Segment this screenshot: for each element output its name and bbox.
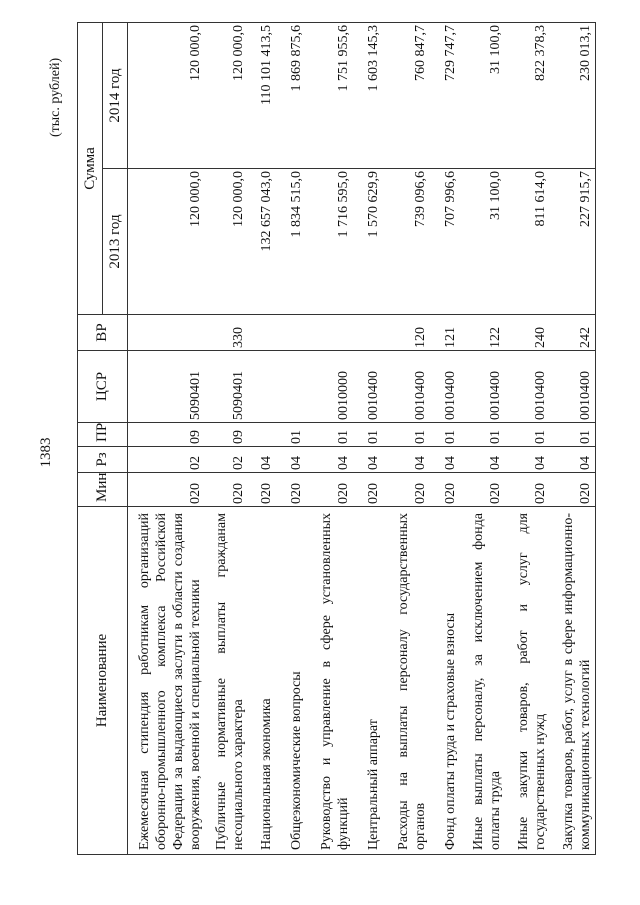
cell-y2013: 811 614,0: [505, 169, 550, 315]
cell-min: 020: [128, 473, 206, 507]
cell-y2014: 230 013,1: [550, 22, 596, 168]
cell-vr: 121: [430, 315, 460, 351]
header-sum: Сумма: [78, 22, 103, 314]
cell-vr: [306, 315, 353, 351]
cell-y2013: 1 570 629,9: [353, 169, 383, 315]
table-row: [505, 22, 550, 854]
cell-name: Ежемесячная стипендия работникам организаций оборонно-промышленного комплекса Российской Федерации за выдающиеся заслуги в области создания вооружения, военной и специальной техники: [128, 507, 206, 855]
cell-min: 020: [205, 473, 248, 507]
cell-rz: 04: [430, 447, 460, 473]
cell-pr: 01: [306, 423, 353, 447]
cell-min: 020: [306, 473, 353, 507]
cell-rz: 02: [205, 447, 248, 473]
cell-name: Публичные нормативные выплаты гражданам несоциального характера: [205, 507, 248, 855]
table-row: [306, 22, 353, 854]
cell-y2014: 1 603 145,3: [353, 22, 383, 168]
cell-vr: [276, 315, 306, 351]
cell-csr: 0010400: [383, 351, 430, 423]
cell-name: Фонд оплаты труда и страховые взносы: [430, 507, 460, 855]
cell-vr: 122: [460, 315, 505, 351]
cell-csr: [248, 351, 276, 423]
cell-y2013: 31 100,0: [460, 169, 505, 315]
cell-vr: 330: [205, 315, 248, 351]
cell-y2013: 120 000,0: [128, 169, 206, 315]
table-body: [128, 22, 596, 854]
cell-csr: 5090401: [128, 351, 206, 423]
cell-name: Закупка товаров, работ, услуг в сфере информационно-коммуникационных технологий: [550, 507, 596, 855]
cell-vr: 242: [550, 315, 596, 351]
header-rz: Рз: [78, 447, 128, 473]
table-row: [353, 22, 383, 854]
cell-rz: 04: [460, 447, 505, 473]
cell-csr: 0010000: [306, 351, 353, 423]
cell-vr: [353, 315, 383, 351]
cell-vr: [248, 315, 276, 351]
cell-name: Общеэкономические вопросы: [276, 507, 306, 855]
cell-csr: [276, 351, 306, 423]
header-min: Мин: [78, 473, 128, 507]
cell-name: Национальная экономика: [248, 507, 276, 855]
cell-min: 020: [550, 473, 596, 507]
cell-csr: 0010400: [505, 351, 550, 423]
cell-pr: 09: [205, 423, 248, 447]
cell-y2014: 120 000,0: [205, 22, 248, 168]
cell-pr: 09: [128, 423, 206, 447]
cell-y2013: 1 716 595,0: [306, 169, 353, 315]
cell-pr: 01: [353, 423, 383, 447]
header-2014: 2014 год: [103, 22, 128, 168]
cell-vr: [128, 315, 206, 351]
cell-rz: 04: [353, 447, 383, 473]
cell-rz: 04: [550, 447, 596, 473]
table-row: [430, 22, 460, 854]
cell-rz: 04: [248, 447, 276, 473]
header-pr: ПР: [78, 423, 128, 447]
cell-pr: 01: [276, 423, 306, 447]
cell-y2013: 739 096,6: [383, 169, 430, 315]
cell-csr: 0010400: [430, 351, 460, 423]
cell-y2013: 707 996,6: [430, 169, 460, 315]
cell-vr: 240: [505, 315, 550, 351]
cell-rz: 04: [505, 447, 550, 473]
table-row: [248, 22, 276, 854]
cell-pr: 01: [430, 423, 460, 447]
cell-pr: [248, 423, 276, 447]
cell-y2014: 31 100,0: [460, 22, 505, 168]
cell-pr: 01: [550, 423, 596, 447]
cell-pr: 01: [505, 423, 550, 447]
cell-min: 020: [460, 473, 505, 507]
header-name: Наименование: [78, 507, 128, 855]
table-row: [383, 22, 430, 854]
cell-name: Руководство и управление в сфере установленных функций: [306, 507, 353, 855]
cell-rz: 04: [306, 447, 353, 473]
cell-y2013: 132 657 043,0: [248, 169, 276, 315]
page-number: 1383: [38, 437, 54, 468]
header-csr: ЦСР: [78, 351, 128, 423]
cell-y2013: 1 834 515,0: [276, 169, 306, 315]
unit-note: (тыс. рублей): [48, 57, 63, 137]
cell-y2014: 760 847,7: [383, 22, 430, 168]
cell-y2014: 110 101 413,5: [248, 22, 276, 168]
table-row: [128, 22, 206, 854]
cell-y2014: 1 869 875,6: [276, 22, 306, 168]
cell-y2013: 120 000,0: [205, 169, 248, 315]
cell-name: Иные выплаты персоналу, за исключением фонда оплаты труда: [460, 507, 505, 855]
cell-csr: 0010400: [353, 351, 383, 423]
cell-name: Центральный аппарат: [353, 507, 383, 855]
cell-pr: 01: [460, 423, 505, 447]
cell-y2014: 120 000,0: [128, 22, 206, 168]
cell-min: 020: [248, 473, 276, 507]
header-row: [78, 22, 103, 854]
cell-min: 020: [505, 473, 550, 507]
cell-min: 020: [276, 473, 306, 507]
cell-csr: 5090401: [205, 351, 248, 423]
cell-pr: 01: [383, 423, 430, 447]
cell-min: 020: [353, 473, 383, 507]
cell-rz: 02: [128, 447, 206, 473]
header-vr: ВР: [78, 315, 128, 351]
cell-min: 020: [383, 473, 430, 507]
cell-name: Расходы на выплаты персоналу государственных органов: [383, 507, 430, 855]
budget-table: [77, 22, 596, 855]
cell-csr: 0010400: [460, 351, 505, 423]
header-2013: 2013 год: [103, 169, 128, 315]
table-row: [550, 22, 596, 854]
cell-y2014: 729 747,7: [430, 22, 460, 168]
cell-vr: 120: [383, 315, 430, 351]
cell-y2013: 227 915,7: [550, 169, 596, 315]
cell-y2014: 1 751 955,6: [306, 22, 353, 168]
cell-rz: 04: [383, 447, 430, 473]
table-row: [460, 22, 505, 854]
cell-min: 020: [430, 473, 460, 507]
table-row: [205, 22, 248, 854]
cell-csr: 0010400: [550, 351, 596, 423]
table-row: [276, 22, 306, 854]
cell-rz: 04: [276, 447, 306, 473]
cell-name: Иные закупки товаров, работ и услуг для государственных нужд: [505, 507, 550, 855]
cell-y2014: 822 378,3: [505, 22, 550, 168]
